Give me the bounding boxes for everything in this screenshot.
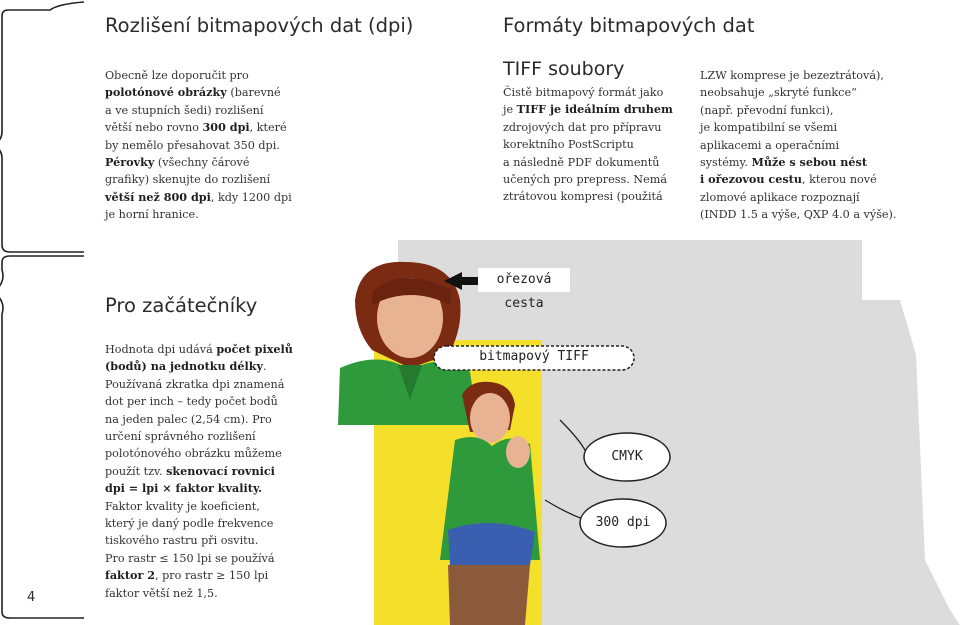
text-run: Používaná zkratka dpi znamená	[105, 377, 285, 391]
text-run: Faktor kvality je koeficient,	[105, 499, 260, 513]
text-line	[105, 585, 345, 602]
emphasis-text: Pérovky	[105, 155, 155, 170]
text-line	[105, 550, 345, 567]
text-run: dot per inch – tedy počet bodů	[105, 395, 278, 409]
text-run: , které	[249, 121, 287, 135]
section-title-resolution: Rozlišení bitmapových dat (dpi)	[105, 14, 414, 37]
text-run: by nemělo přesahovat 350 dpi.	[105, 138, 280, 152]
text-line	[700, 67, 955, 84]
text-line	[105, 137, 345, 154]
text-run: je kompatibilní se všemi	[700, 121, 838, 135]
text-run: Obecně lze doporučit pro	[105, 69, 249, 82]
text-line	[700, 171, 955, 188]
300dpi-label: 300 dpi	[595, 515, 651, 530]
text-line	[105, 515, 345, 532]
text-run: faktor větší než 1,5.	[105, 586, 218, 600]
text-line	[700, 84, 955, 101]
text-run: tiskového rastru při osvitu.	[105, 534, 259, 548]
text-line	[700, 119, 955, 136]
text-run: .	[262, 360, 267, 374]
emphasis-text: polotónové obrázky	[105, 85, 227, 100]
emphasis-text: větší než 800 dpi	[105, 189, 211, 204]
text-line	[105, 428, 345, 445]
text-run: určení správného rozlišení	[105, 430, 256, 444]
clipping-path-label: ořezová cesta	[478, 268, 570, 292]
text-line	[105, 102, 345, 119]
emphasis-text: 300 dpi	[202, 120, 250, 135]
text-line	[105, 119, 345, 136]
text-line	[503, 101, 693, 118]
text-line	[105, 411, 345, 428]
text-line	[503, 84, 693, 101]
emphasis-text: i ořezovou cestu	[700, 172, 802, 187]
text-run: Čistě bitmapový formát jako	[503, 86, 664, 99]
text-run: zdrojových dat pro přípravu	[503, 120, 662, 134]
emphasis-text: skenovací rovnici	[166, 463, 275, 478]
text-line	[105, 463, 345, 480]
text-line	[105, 532, 345, 549]
text-run: , kterou nové	[801, 173, 877, 187]
text-line	[105, 171, 345, 188]
text-line	[105, 358, 345, 375]
text-line	[503, 136, 693, 153]
text-line	[105, 189, 345, 206]
text-run: (např. převodní funkci),	[700, 103, 834, 117]
text-run: (barevné	[226, 86, 281, 100]
emphasis-text: počet pixelů	[216, 342, 293, 356]
text-line	[503, 119, 693, 136]
text-run: grafiky) skenujte do rozlišení	[105, 173, 271, 187]
text-run: neobsahuje „skryté funkce“	[700, 86, 857, 100]
text-run: učených pro prepress. Nemá	[503, 173, 667, 187]
text-run: Hodnota dpi udává	[105, 343, 217, 356]
page-title-formats: Formáty bitmapových dat	[503, 14, 755, 37]
text-line	[700, 206, 955, 223]
text-run: , kdy 1200 dpi	[210, 190, 292, 204]
text-run: ztrátovou kompresi (použitá	[503, 190, 663, 204]
text-run: korektního PostScriptu	[503, 138, 634, 152]
text-run: systémy.	[700, 156, 752, 170]
tiff-text-col2	[700, 67, 955, 224]
text-run: LZW komprese je bezeztrátová),	[700, 69, 884, 82]
bitmap-tiff-label: bitmapový TIFF	[479, 349, 589, 364]
text-line	[700, 189, 955, 206]
text-run: je horní hranice.	[105, 208, 199, 222]
text-line	[503, 188, 693, 205]
text-run: (všechny čárové	[154, 156, 250, 170]
emphasis-text: (bodů) na jednotku délky	[105, 359, 263, 374]
text-run: zlomové aplikace rozpoznají	[700, 190, 860, 204]
text-line	[105, 376, 345, 393]
cmyk-label: CMYK	[611, 449, 643, 464]
tiff-text-col1	[503, 84, 693, 206]
emphasis-text: TIFF je ideálním druhem	[516, 102, 673, 117]
text-line	[700, 137, 955, 154]
emphasis-text: dpi = lpi × faktor kvality.	[105, 481, 263, 496]
subtitle-tiff: TIFF soubory	[503, 58, 625, 80]
text-line	[105, 67, 345, 84]
text-line	[105, 445, 345, 462]
text-line	[105, 206, 345, 223]
resolution-text	[105, 67, 345, 224]
text-line	[503, 171, 693, 188]
text-run: použít tzv.	[105, 464, 167, 478]
text-line	[105, 480, 345, 497]
text-run: , pro rastr ≥ 150 lpi	[155, 569, 269, 583]
section-title-beginners: Pro začátečníky	[105, 294, 258, 317]
text-run: na jeden palec (2,54 cm). Pro	[105, 412, 272, 426]
emphasis-text: faktor 2	[105, 568, 156, 583]
text-line	[105, 154, 345, 171]
text-run: a následně PDF dokumentů	[503, 155, 660, 169]
emphasis-text: Může s sebou nést	[751, 155, 868, 170]
text-run: je	[503, 103, 517, 117]
text-run: Pro rastr ≤ 150 lpi se používá	[105, 551, 275, 565]
text-line	[105, 567, 345, 584]
text-line	[700, 102, 955, 119]
text-line	[105, 84, 345, 101]
text-run: (INDD 1.5 a výše, QXP 4.0 a výše).	[700, 208, 897, 222]
text-line	[105, 393, 345, 410]
beginners-text	[105, 341, 345, 602]
text-run: a ve stupních šedi) rozlišení	[105, 103, 264, 117]
text-run: polotónového obrázku můžeme	[105, 447, 282, 461]
text-run: větší nebo rovno	[105, 121, 203, 135]
page-number: 4	[27, 590, 36, 605]
text-line	[700, 154, 955, 171]
text-line	[503, 154, 693, 171]
text-run: který je daný podle frekvence	[105, 517, 274, 531]
text-run: aplikacemi a operačními	[700, 138, 840, 152]
text-line	[105, 341, 345, 358]
text-line	[105, 498, 345, 515]
